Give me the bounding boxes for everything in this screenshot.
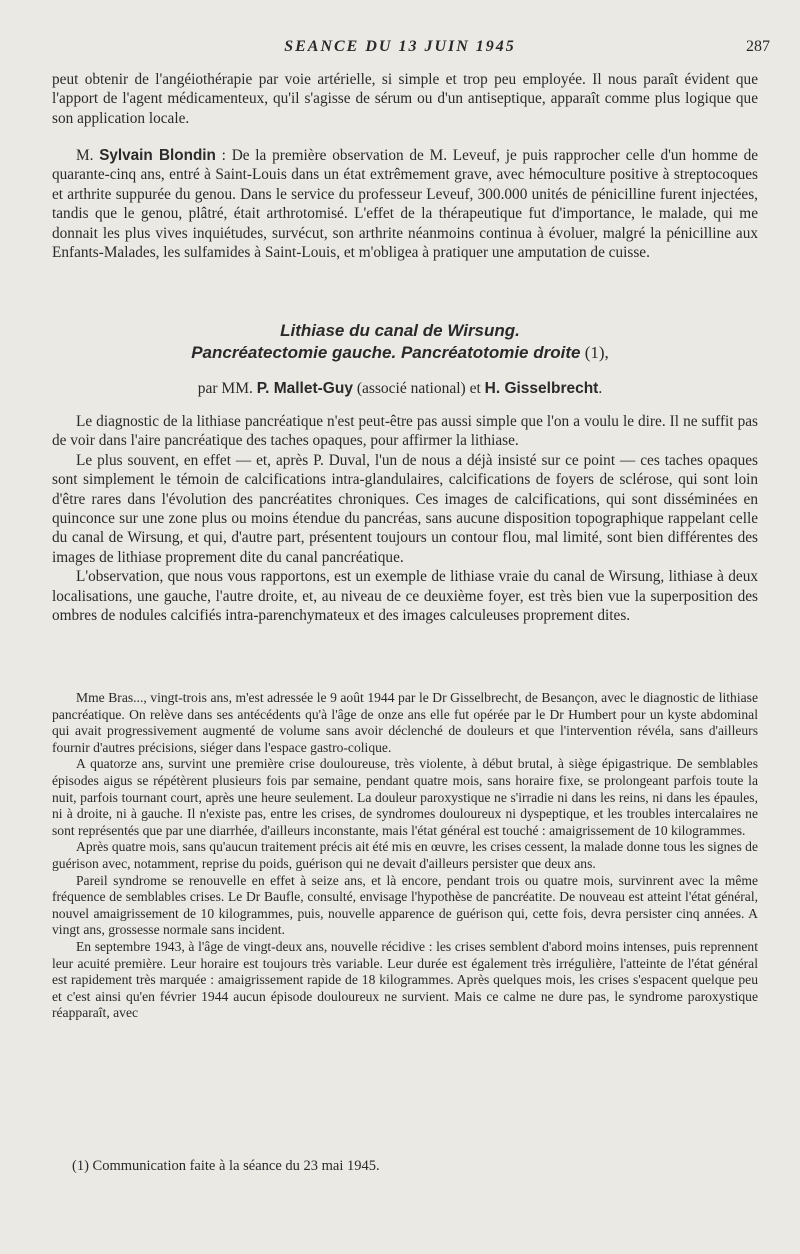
observation-paragraph: Mme Bras..., vingt-trois ans, m'est adressée le 9 août 1944 par le Dr Gisselbrecht, de Besançon, avec le diagnostic de lithiase pancréatique. On relève dans ses antécédents qu'à l'âge de onze ans elle fut opérée par le Dr Humbert pour un kyste abdominal qui avait progressivement augmenté de volume sans avoir déclenché de douleurs et que l'intervention révéla, sans d'ailleurs fournir d'autres précisions, siéger dans l'espace gastro-colique. — [52, 690, 758, 755]
observation-paragraph: En septembre 1943, à l'âge de vingt-deux ans, nouvelle récidive : les crises semblent d'abord moins intenses, puis reprennent leur acuité première. Leur horaire est toujours très variable. Leur durée est également très irrégulière, l'atteinte de l'état général est rapidement très marquée : amaigrissement rapide de 18 kilogrammes. Après quelques mois, les crises s'espacent quelque peu et c'est ainsi qu'en février 1944 aucun épisode douloureux ne survient. Mais ce calme ne dure pas, le syndrome paroxystique réapparaît, avec — [52, 938, 758, 1021]
author-1: P. Mallet-Guy — [256, 380, 353, 397]
article-body — [52, 412, 758, 625]
intro-paragraph: peut obtenir de l'angéiothérapie par voie artérielle, si simple et trop peu employée. Il nous paraît évident que l'apport de l'agent médicamenteux, qu'il s'agisse de sérum ou d'un antiseptique, apparaît comme plus logique que son application locale. — [52, 71, 758, 127]
running-head — [0, 38, 800, 58]
running-head-title: SEANCE DU 13 JUIN 1945 — [284, 38, 516, 55]
page-number: 287 — [746, 38, 770, 55]
observation-paragraph: Pareil syndrome se renouvelle en effet à seize ans, et là encore, pendant trois ou quatre mois, survinrent avec la même fréquence de semblables crises. Le Dr Baufle, consulté, envisage l'hypothèse de pancréatite. De nouveau est atteint l'état général, nouvel amaigrissement de 10 kilogrammes, puis, nouvelle apparence de guérison qui, cette fois, devra persister cinq années. A vingt ans, grossesse normale sans incident. — [52, 872, 758, 938]
observation-paragraph: A quatorze ans, survint une première crise douloureuse, très violente, à début brutal, à siège épigastrique. De semblables épisodes aigus se répétèrent plusieurs fois par semaine, pendant quatre mois, sans horaire fixe, se prolongeant parfois toute la nuit, parfois tournant court, après une heure seulement. La douleur paroxystique ne s'irradie ni dans les reins, ni dans les épaules, ni à droite, ni à gauche. Il n'existe pas, entre les crises, de syndromes douloureux ni dyspeptique, et les troubles intercalaires ne sont représentés que par une diarrhée, d'ailleurs inconstante, mais l'état général est touché : amaigrissement de 10 kilogrammes. — [52, 756, 758, 838]
authors-prefix: par MM. — [197, 380, 257, 397]
footnote: (1) Communication faite à la séance du 23 mai 1945. — [72, 1158, 380, 1174]
article-paragraph: L'observation, que nous vous rapportons, est un exemple de lithiase vraie du canal de Wirsung, lithiase à deux localisations, une gauche, l'autre droite, et, au niveau de ce deuxième foyer, est très bien vue la superposition des ombres de nodules calcifiés intra-parenchymateux et des images calculeuses proprement dites. — [52, 568, 758, 625]
discussion-text: : De la première observation de M. Leveuf, je puis rapprocher celle d'un homme de quarante-cinq ans, entré à Saint-Louis dans un état extrêmement grave, avec hémoculture positive à streptocoques et arthrite suppurée du genou. Dans le service du professeur Leveuf, 300.000 unités de pénicilline furent injectées, tandis que le genou, plâtré, était arthrotomisé. L'effet de la thérapeutique fut d'importance, le malade, qui me donnait les plus vives inquiétudes, survécut, son arthrite néanmoins continua à évoluer, malgré la pénicilline aux Enfants-Malades, les sulfamides à Saint-Louis, et m'obligea à pratiquer une amputation de cuisse. — [52, 147, 759, 262]
article-title-main: Pancréatectomie gauche. Pancréatotomie droite — [191, 343, 581, 362]
article-heading — [0, 320, 800, 400]
footnote-reference: (1), — [580, 343, 609, 362]
discussion-speaker: Sylvain Blondin — [99, 147, 216, 164]
article-title-line-2 — [0, 342, 800, 364]
discussion-paragraph — [52, 146, 758, 262]
article-title-line-1: Lithiase du canal de Wirsung. — [280, 321, 520, 340]
discussion-section — [52, 146, 758, 262]
author-2: H. Gisselbrecht — [484, 380, 599, 397]
article-authors — [0, 378, 800, 400]
case-observation — [52, 690, 758, 1022]
discussion-prefix: M. — [76, 147, 100, 164]
author-1-note: (associé national) et — [352, 380, 485, 397]
article-paragraph: Le diagnostic de la lithiase pancréatique n'est peut-être pas aussi simple que l'on a voulu le dire. Il ne suffit pas de voir dans l'aire pancréatique des taches opaques, pour affirmer la lithiase. — [52, 413, 758, 450]
observation-paragraph: Après quatre mois, sans qu'aucun traitement précis ait été mis en œuvre, les crises cessent, la malade donne tous les signes de guérison avec, notamment, reprise du poids, guérison qui ne devait d'ailleurs persister que deux ans. — [52, 839, 758, 871]
authors-end: . — [598, 380, 603, 397]
article-paragraph: Le plus souvent, en effet — et, après P. Duval, l'un de nous a déjà insisté sur ce point — ces taches opaques sont simplement le témoin de calcifications intra-glandulaires, calcifications de foyers de sclérose, qui sont loin d'être rares dans l'évolution des pancréatites chroniques. Ces images de calcifications, qui sont disséminées en quinconce sur une zone plus ou moins étendue du pancréas, sans aucune disposition topographique rappelant celle du canal de Wirsung, et qui, d'autre part, présentent toujours un contour flou, mal limité, sont bien différentes des images de lithiase proprement dite du canal pancréatique. — [52, 451, 758, 566]
intro-section — [52, 70, 758, 128]
